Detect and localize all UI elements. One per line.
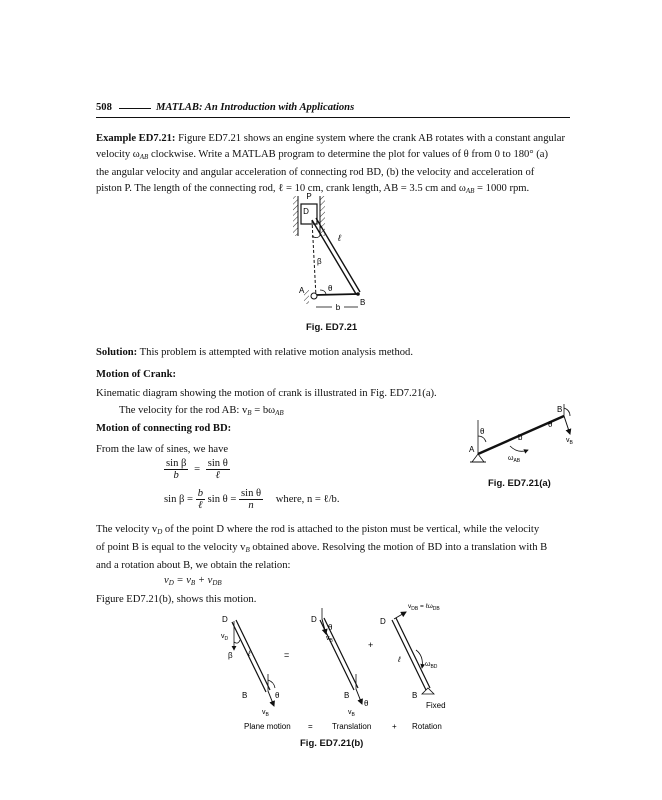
label-b: b	[518, 433, 523, 442]
crank-heading: Motion of Crank:	[96, 369, 177, 380]
figure-engine-system	[290, 190, 380, 320]
svg-text:B: B	[344, 691, 350, 700]
label-vB: $v_B$	[566, 437, 573, 446]
equals-sign: =	[284, 650, 290, 660]
example-paragraph	[96, 131, 570, 199]
solution-label: Solution:	[96, 347, 138, 358]
svg-text:B: B	[412, 691, 418, 700]
plus-sign: +	[368, 640, 374, 650]
crank	[315, 294, 358, 295]
fig2b-caption: Fig. ED7.21(b)	[300, 738, 364, 749]
label-theta-A: θ	[480, 427, 485, 436]
label-rotation: Rotation	[412, 722, 442, 731]
equation-1: $\frac{\text{sin β}}{b}$ = $\frac{\text{sin θ}}{\text{ℓ}}$	[166, 458, 228, 481]
figure-crank-kinematic	[466, 400, 576, 474]
solution-text: This problem is attempted with relative motion analysis method.	[137, 347, 414, 358]
label-plus: +	[392, 722, 397, 731]
label-plane-motion: Plane motion	[244, 722, 291, 731]
connecting-rod-edge	[316, 218, 360, 292]
svg-text:θ: θ	[328, 623, 333, 632]
label-B: B	[557, 405, 563, 414]
example-line-4-rest: = 1000 rpm.	[474, 183, 530, 194]
example-line-4: piston P. The length of the connecting rod, ℓ = 10 cm, crank length, AB = 3.5 cm and ω	[96, 183, 466, 194]
pin-B	[356, 292, 360, 296]
label-theta-B: θ	[548, 420, 553, 429]
svg-text:vB: $v_B$	[326, 635, 333, 644]
header-underline	[96, 117, 570, 118]
label-translation: Translation	[332, 722, 372, 731]
omega-arrow	[510, 446, 528, 451]
ground-A	[472, 454, 484, 462]
equation-2: sin β = $\frac{b}{\text{ℓ}}$ sin θ = $\frac{\text{sin θ}}{n}$ where, n = ℓ/b.	[164, 488, 340, 511]
example-line-2-sub: AB	[139, 153, 149, 161]
example-line-4-sub: AB	[465, 187, 475, 195]
label-A: A	[299, 286, 305, 295]
label-beta: β	[317, 257, 322, 266]
pivot-A	[311, 293, 317, 299]
svg-text:vB: $v_B$	[262, 709, 269, 718]
ground-A	[304, 290, 309, 304]
svg-text:vB: $v_B$	[348, 709, 355, 718]
svg-text:ℓ: ℓ	[398, 655, 401, 664]
translation-diagram	[311, 608, 369, 718]
example-label: Example ED7.21:	[96, 133, 176, 144]
figure-motion-decomposition	[220, 598, 480, 738]
figure-reference-line: Figure ED7.21(b), shows this motion.	[96, 594, 257, 605]
svg-text:vD: $v_D$	[221, 633, 229, 642]
svg-text:Fixed: Fixed	[426, 701, 446, 710]
svg-text:D: D	[380, 617, 386, 626]
svg-text:D: D	[222, 615, 228, 624]
page-number: 508	[96, 102, 112, 113]
fig1-caption: Fig. ED7.21	[306, 322, 358, 333]
label-theta: θ	[328, 284, 333, 293]
rod-heading: Motion of connecting rod BD:	[96, 423, 232, 434]
vertical-dashed-line	[312, 220, 316, 297]
label-P: P	[306, 192, 312, 201]
svg-text:ℓ: ℓ	[248, 649, 251, 658]
svg-text:θ: θ	[275, 691, 280, 700]
svg-text:B: B	[242, 691, 248, 700]
example-line-2: velocity ω	[96, 149, 140, 160]
label-A: A	[469, 445, 475, 454]
svg-text:β: β	[228, 651, 233, 660]
crank-line-1: Kinematic diagram showing the motion of crank is illustrated in Fig. ED7.21(a).	[96, 388, 437, 399]
svg-text:D: D	[311, 615, 317, 624]
label-B: B	[360, 298, 366, 307]
example-line-2-rest: clockwise. Write a MATLAB program to determine the plot for values of θ from 0 to 180° (a)	[148, 149, 548, 160]
solution-line	[96, 345, 413, 361]
plane-motion-diagram	[221, 615, 280, 718]
rotation-diagram	[380, 603, 446, 710]
example-line-1: Figure ED7.21 shows an engine system where the crank AB rotates with a constant angular	[178, 133, 565, 144]
crank-line-2: The velocity for the rod AB: $v_B = b\omega_{AB}$	[119, 405, 284, 417]
law-of-sines-line: From the law of sines, we have	[96, 444, 229, 455]
example-line-3: the angular velocity and angular acceleration of connecting rod BD, (b) the velocity and acceleration of	[96, 167, 535, 178]
velocity-equation: $v_D = v_B + v_{DB}$	[164, 575, 222, 587]
label-omega: $\omega_{AB}$	[508, 455, 521, 464]
vB-arrow	[564, 416, 570, 434]
label-D: D	[303, 207, 309, 216]
svg-text:ωBD: $\omega_{BD}$	[425, 661, 438, 670]
svg-text:vDB = ℓωDB: $v_{DB}$ = ℓω$_{DB}$	[408, 603, 440, 612]
running-title: MATLAB: An Introduction with Applications	[156, 102, 355, 113]
header-rule	[119, 108, 151, 109]
left-wall	[293, 196, 298, 236]
label-equals: =	[308, 722, 313, 731]
label-ell: ℓ	[338, 233, 341, 243]
svg-text:θ: θ	[364, 699, 369, 708]
fig2a-caption: Fig. ED7.21(a)	[488, 478, 551, 489]
velocity-paragraph: The velocity $v_D$ of the point D where the rod is attached to the piston must be vertical, while the velocity of point B is equal to the velocity $v_B$ obtained above. Resolving the motion of BD into a translation with B and a rotation about B, we obtain the relation:	[96, 524, 548, 571]
label-b: b	[335, 303, 341, 312]
